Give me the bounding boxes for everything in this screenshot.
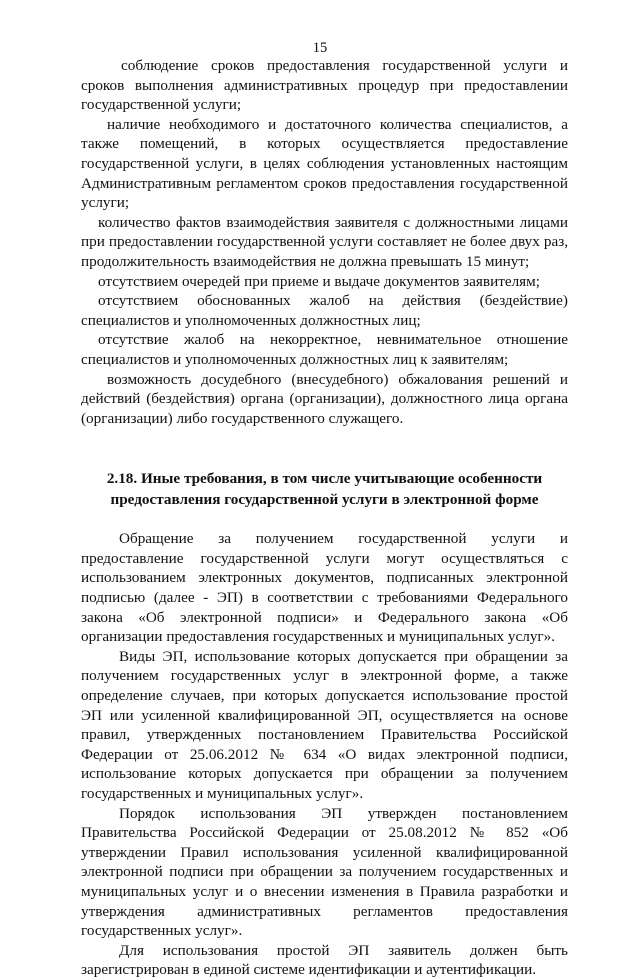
section-heading: 2.18. Иные требования, в том числе учитывающие особенности предоставления государственной услуги в электронной форме [106, 470, 543, 509]
paragraph: Порядок использования ЭП утвержден постановлением Правительства Российской Федерации от 25.08.2012 № 852 «Об утверждении Правил использования усиленной квалифицированной электронной подписи при обращении за получением государственных и муниципальных услуг и о внесении изменения в Правила разработки и утверждения административных регламентов предоставления государственных услуг». [81, 804, 568, 940]
list-item: количество фактов взаимодействия заявителя с должностными лицами при предоставлении государственной услуги составляет не более двух раз, продолжительность взаимодействия не должна превышать 15 минут; [81, 213, 568, 270]
list-item: наличие необходимого и достаточного количества специалистов, а также помещений, в которых осуществляется предоставление государственной услуги, в целях соблюдения установленных настоящим Административным регламентом сроков предоставления государственной услуги; [81, 115, 568, 212]
list-item: соблюдение сроков предоставления государственной услуги и сроков выполнения административных процедур при предоставлении государственной услуги; [81, 57, 568, 114]
list-item: отсутствием очередей при приеме и выдаче документов заявителям; [98, 272, 540, 290]
list-item: отсутствие жалоб на некорректное, невнимательное отношение специалистов и уполномоченных должностных лиц к заявителям; [81, 331, 568, 368]
quality-criteria-list [81, 56, 568, 428]
list-item: возможность досудебного (внесудебного) обжалования решений и действий (бездействия) органа (организации), должностного лица органа (организации) либо государственного служащего. [81, 370, 568, 427]
paragraph: Для использования простой ЭП заявитель должен быть зарегистрирован в единой системе идентификации и аутентификации. [81, 941, 568, 979]
section-text [81, 529, 568, 980]
list-item: отсутствием обоснованных жалоб на действия (бездействие) специалистов и уполномоченных должностных лиц; [81, 292, 568, 329]
paragraph: Виды ЭП, использование которых допускается при обращении за получением государственных услуг в электронной форме, а также определение случаев, при которых допускается использование простой ЭП или усиленной квалифицированной ЭП, осуществляется на основе правил, утвержденных постановлением Правительства Российской Федерации от 25.06.2012 № 634 «О видах электронной подписи, использование которых допускается при обращении за получением государственных и муниципальных услуг». [81, 647, 568, 802]
document-body [81, 56, 568, 980]
page-number: 15 [312, 40, 328, 56]
paragraph: Обращение за получением государственной услуги и предоставление государственной услуги могут осуществляться с использованием электронных документов, подписанных электронной подписью (далее - ЭП) в соответствии с требованиями Федерального закона «Об электронной подписи» и Федерального закона «Об организации предоставления государственных и муниципальных услуг». [81, 530, 568, 646]
